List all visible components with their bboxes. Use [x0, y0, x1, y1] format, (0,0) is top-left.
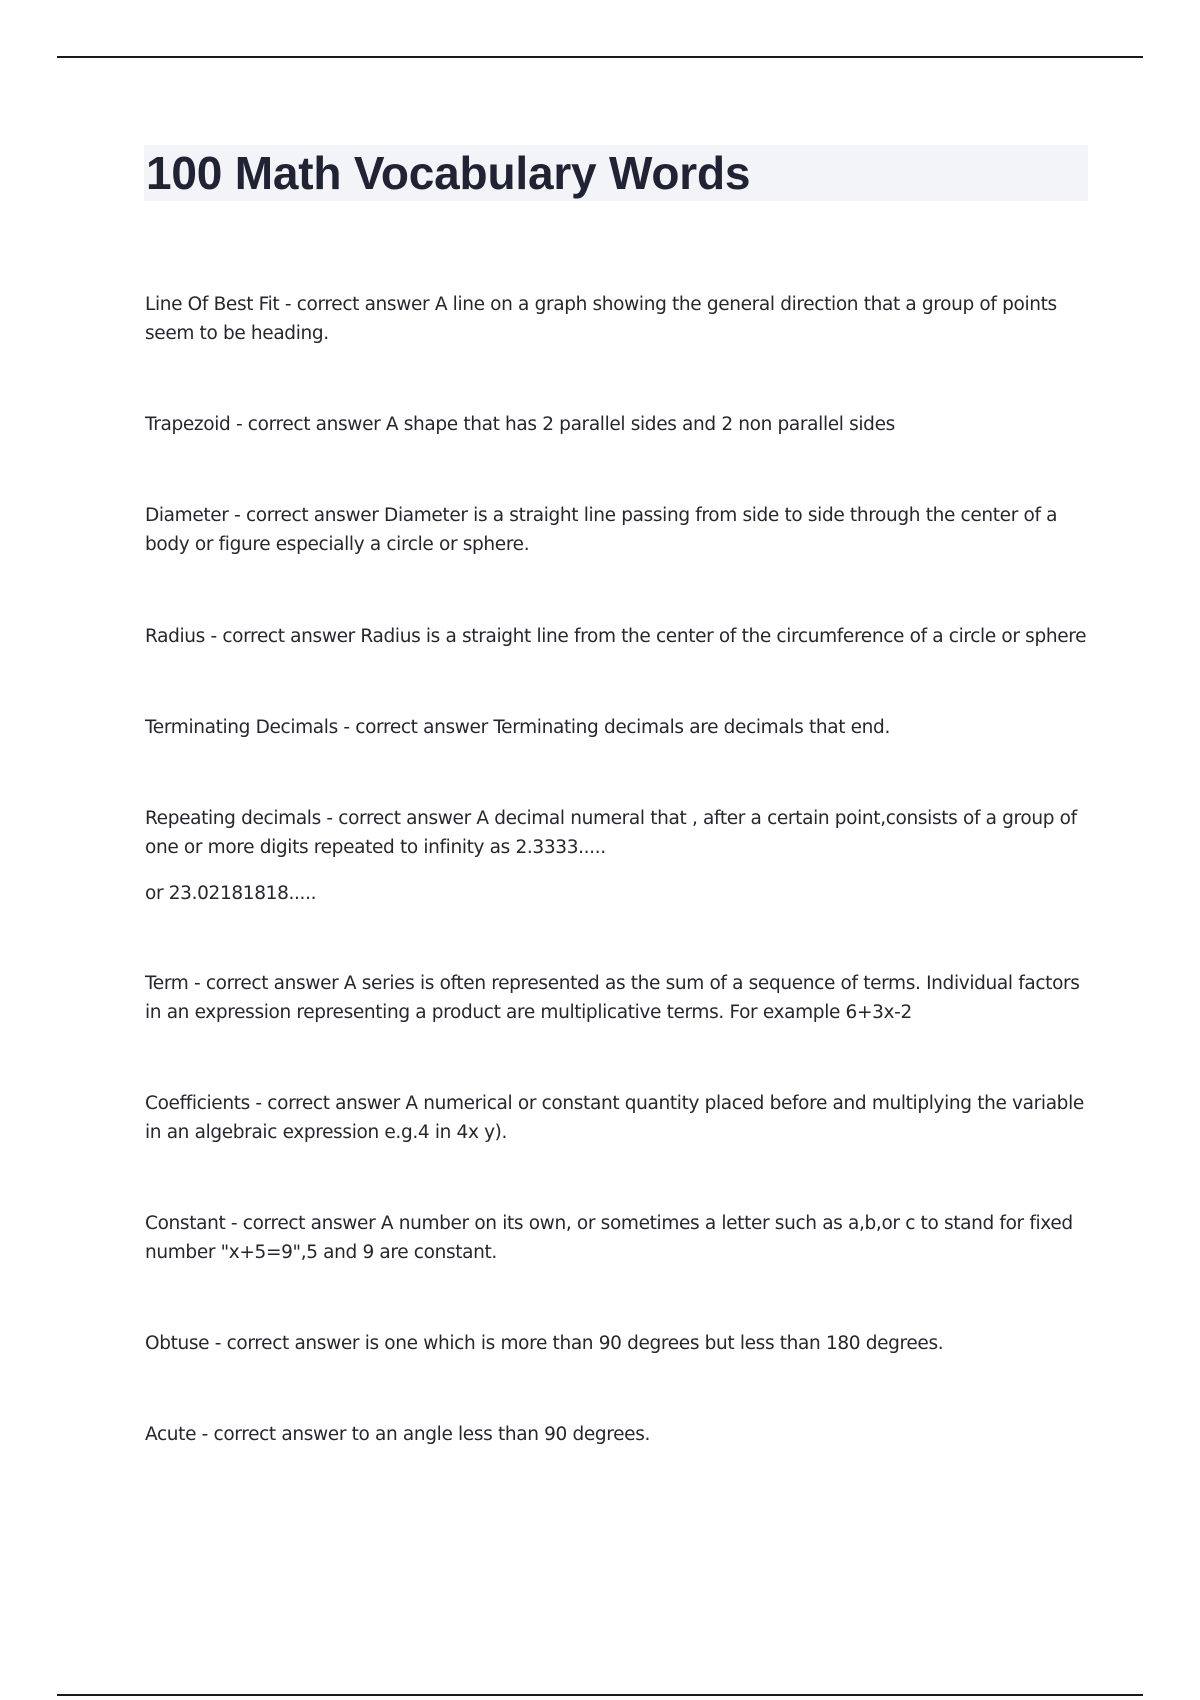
top-rule: [57, 56, 1143, 58]
entry-line-of-best-fit: Line Of Best Fit - correct answer A line on a graph showing the general direction that a group of points seem to be heading.: [145, 294, 1057, 344]
entry-constant: Constant - correct answer A number on its own, or sometimes a letter such as a,b,or c to stand for fixed number "x+5=9",5 and 9 are constant.: [145, 1213, 1073, 1263]
entry-radius: Radius - correct answer Radius is a straight line from the center of the circumference of a circle or sphere: [145, 626, 1087, 647]
entry-repeating-decimals: Repeating decimals - correct answer A decimal numeral that , after a certain point,consists of a group of one or more digits repeated to infinity as 2.3333.....: [145, 808, 1077, 858]
entry-acute: Acute - correct answer to an angle less than 90 degrees.: [145, 1424, 651, 1445]
entry-obtuse: Obtuse - correct answer is one which is more than 90 degrees but less than 180 degrees.: [145, 1333, 944, 1354]
entry-terminating-decimals: Terminating Decimals - correct answer Terminating decimals are decimals that end.: [145, 717, 890, 738]
entry-repeating-decimals-continued: or 23.02181818.....: [145, 883, 317, 904]
entry-coefficients: Coefficients - correct answer A numerical or constant quantity placed before and multiplying the variable in an algebraic expression e.g.4 in 4x y).: [145, 1093, 1084, 1143]
bottom-rule: [57, 1694, 1143, 1696]
entry-term: Term - correct answer A series is often represented as the sum of a sequence of terms. Individual factors in an expression representing a product are multiplicative terms. For example 6+3x-2: [145, 973, 1080, 1023]
entry-diameter: Diameter - correct answer Diameter is a straight line passing from side to side through the center of a body or figure especially a circle or sphere.: [145, 505, 1058, 555]
page-title: 100 Math Vocabulary Words: [146, 147, 751, 199]
entry-trapezoid: Trapezoid - correct answer A shape that has 2 parallel sides and 2 non parallel sides: [145, 414, 895, 435]
